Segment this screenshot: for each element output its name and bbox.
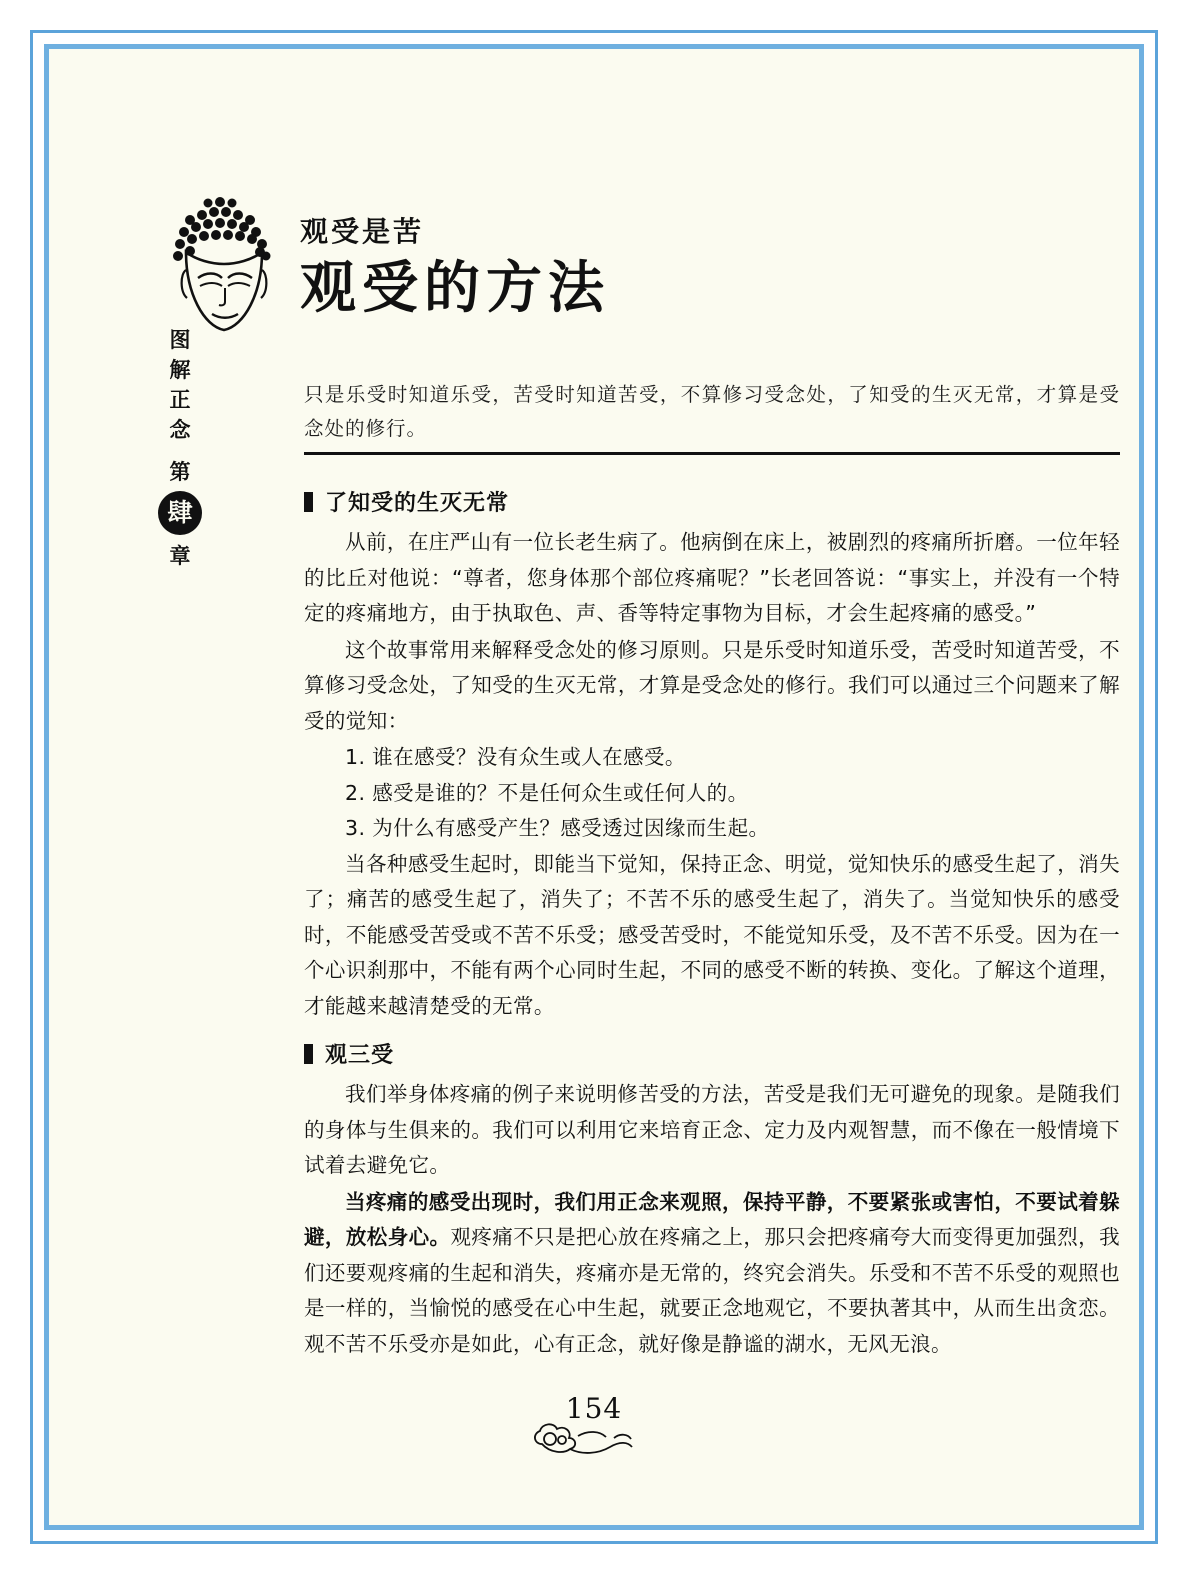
- page-number: 154: [565, 1392, 623, 1425]
- chapter-suffix: 章: [169, 544, 191, 568]
- list-item: 1. 谁在感受？没有众生或人在感受。: [345, 745, 686, 769]
- section-heading-1: [304, 486, 1120, 517]
- side-label-char: 念: [169, 418, 191, 442]
- chapter-number-badge: 肆: [158, 491, 202, 535]
- title-block: [300, 210, 1118, 320]
- side-label-char: 正: [169, 388, 191, 412]
- buddha-head-illustration: [160, 190, 290, 340]
- lead-paragraph: 只是乐受时知道乐受，苦受时知道苦受，不算修习受念处，了知受的生灭无常，才算是受念处的修行。: [304, 383, 1120, 440]
- paragraph-normal-run: 观疼痛不只是把心放在疼痛之上，那只会把疼痛夸大而变得更加强烈，我们还要观疼痛的生起和消失，疼痛亦是无常的，终究会消失。乐受和不苦不乐受的观照也是一样的，当愉悦的感受在心中生起，就要正念地观它，不要执著其中，从而生出贪恋。观不苦不乐受亦是如此，心有正念，就好像是静谧的湖水，无风无浪。: [304, 1225, 1120, 1356]
- horizontal-rule: [304, 452, 1120, 455]
- body-column: [304, 472, 1120, 1394]
- paragraph-mixed: [304, 1185, 1120, 1363]
- side-label-char: 图: [169, 328, 191, 352]
- page-title: 观受的方法: [300, 255, 610, 321]
- side-label-gap: [150, 445, 210, 457]
- paragraph: 从前，在庄严山有一位长老生病了。他病倒在床上，被剧烈的疼痛所折磨。一位年轻的比丘对他说：“尊者，您身体那个部位疼痛呢？”长老回答说：“事实上，并没有一个特定的疼痛地方，由于执取色、声、香等特定事物为目标，才会生起疼痛的感受。”: [304, 530, 1120, 625]
- side-label-char: 解: [169, 358, 191, 382]
- page-content: [60, 60, 1128, 1514]
- list-item: 2. 感受是谁的？不是任何众生或任何人的。: [345, 780, 749, 805]
- square-bullet-icon: [304, 492, 313, 512]
- side-chapter-label: [150, 325, 210, 571]
- section-heading-2: [304, 1038, 1120, 1069]
- paragraph: 当各种感受生起时，即能当下觉知，保持正念、明觉，觉知快乐的感受生起了，消失了；痛苦的感受生起了，消失了；不苦不乐的感受生起了，消失了。当觉知快乐的感受时，不能感受苦受或不苦不乐受；感受苦受时，不能觉知乐受，及不苦不乐受。因为在一个心识刹那中，不能有两个心同时生起，不同的感受不断的转换、变化。了解这个道理，才能越来越清楚受的无常。: [304, 851, 1120, 1018]
- kicker-title: 观受是苦: [300, 215, 425, 248]
- paragraph-bold-run: 当疼痛的感受出现时，我们用正念来观照，保持平静，不要紧张或害怕，不要试着躲避，放松身心。: [304, 1189, 1120, 1249]
- section-heading-2-text: 观三受: [325, 1043, 395, 1068]
- chapter-prefix: 第: [169, 460, 191, 484]
- paragraph: 这个故事常用来解释受念处的修习原则。只是乐受时知道乐受，苦受时知道苦受，不算修习受念处，了知受的生灭无常，才算是受念处的修行。我们可以通过三个问题来了解受的觉知：: [304, 637, 1120, 733]
- paragraph: 我们举身体疼痛的例子来说明修苦受的方法，苦受是我们无可避免的现象。是随我们的身体与生俱来的。我们可以利用它来培育正念、定力及内观智慧，而不像在一般情境下试着去避免它。: [304, 1082, 1120, 1177]
- square-bullet-icon: [304, 1044, 313, 1064]
- list-item: 3. 为什么有感受产生？感受透过因缘而生起。: [345, 816, 770, 840]
- section-heading-1-text: 了知受的生灭无常: [325, 491, 510, 516]
- page-footer: [60, 1392, 1128, 1462]
